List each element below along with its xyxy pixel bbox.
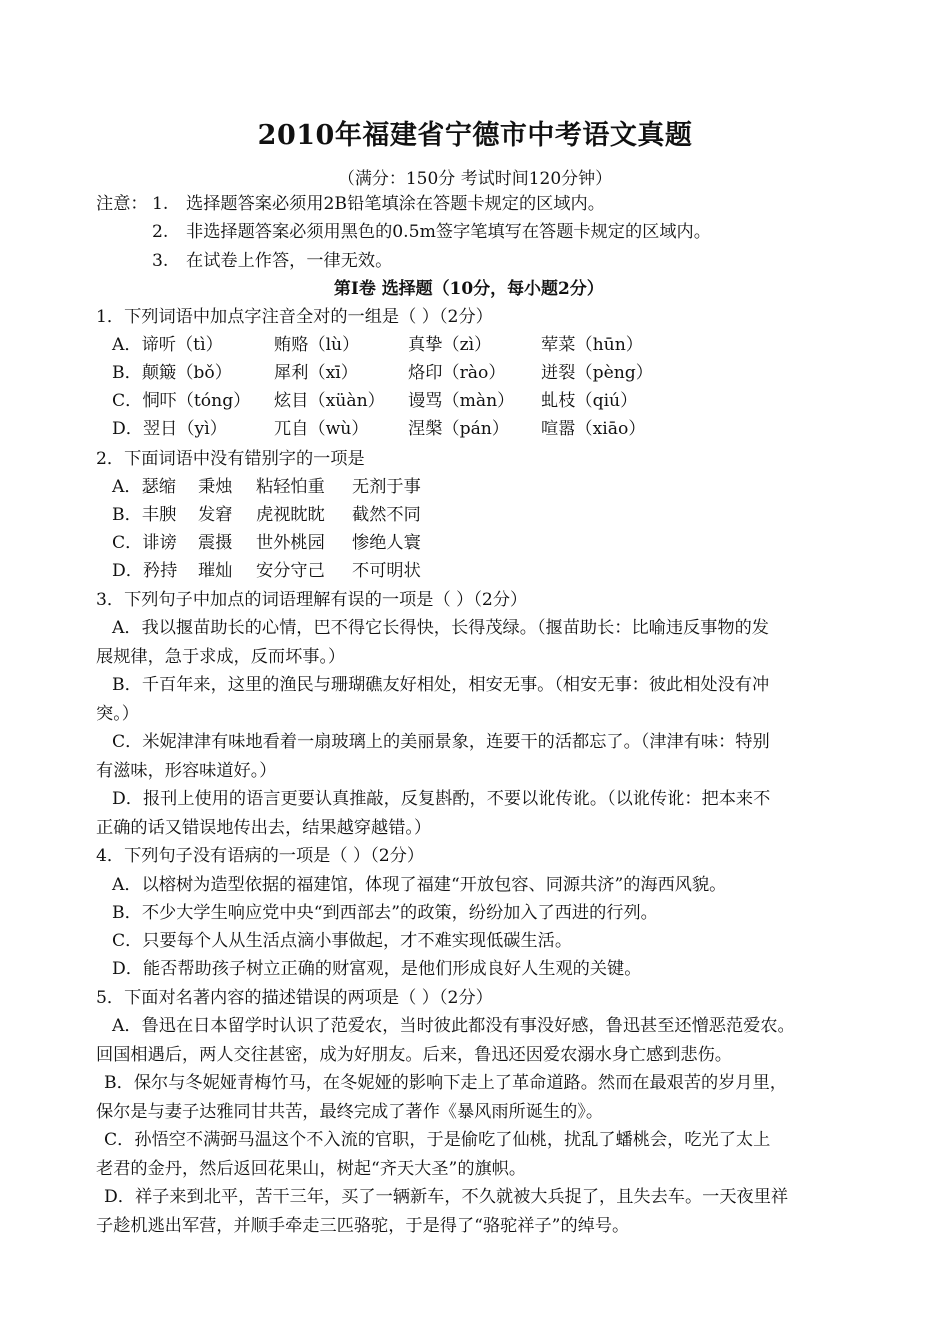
question-text-line: 保尔是与妻子达雅同甘共苦，最终完成了著作《暴风雨所诞生的》。 xyxy=(96,1102,604,1122)
question-text-line: D．能否帮助孩子树立正确的财富观，是他们形成良好人生观的关键。 xyxy=(112,959,642,979)
question-text-line: B．保尔与冬妮娅青梅竹马，在冬妮娅的影响下走上了革命道路。然而在最艰苦的岁月里， xyxy=(104,1073,787,1093)
option-cell: 谩骂（màn） xyxy=(408,391,515,411)
option-cell: D．矜持 xyxy=(112,561,178,581)
question-stem: 2．下面词语中没有错别字的一项是 xyxy=(96,449,365,469)
question-text-line: D．报刊上使用的语言更要认真推敲，反复斟酌，不要以讹传讹。（以讹传讹：把本来不 xyxy=(112,789,771,809)
option-cell: 贿赂（lù） xyxy=(274,335,360,355)
option-cell: 犀利（xī） xyxy=(274,363,358,383)
note-item: 1. 选择题答案必须用2B铅笔填涂在答题卡规定的区域内。 xyxy=(152,194,605,214)
option-cell: D．翌日（yì） xyxy=(112,419,227,439)
question-text-line: 正确的话又错误地传出去，结果越穿越错。） xyxy=(96,818,432,838)
option-cell: 喧嚣（xiāo） xyxy=(541,419,646,439)
question-stem: 1．下列词语中加点字注音全对的一组是（ ）（2分） xyxy=(96,307,493,327)
question-stem: 3．下列句子中加点的词语理解有误的一项是（ ）（2分） xyxy=(96,590,528,610)
exam-subtitle: （满分：150分 考试时间120分钟） xyxy=(337,169,613,189)
option-cell: C．诽谤 xyxy=(112,533,177,553)
question-text-line: 回国相遇后，两人交往甚密，成为好朋友。后来，鲁迅还因爱农溺水身亡感到悲伤。 xyxy=(96,1045,732,1065)
note-item: 3. 在试卷上作答，一律无效。 xyxy=(152,251,393,271)
option-cell: 粘轻怕重 xyxy=(256,477,325,497)
option-cell: 荤菜（hūn） xyxy=(541,335,643,355)
option-cell: 安分守己 xyxy=(256,561,325,581)
option-cell: 不可明状 xyxy=(352,561,421,581)
question-text-line: 展规律，急于求成，反而坏事。） xyxy=(96,647,346,667)
option-cell: A．谛听（tì） xyxy=(112,335,223,355)
option-cell: A．瑟缩 xyxy=(112,477,176,497)
question-stem: 4．下列句子没有语病的一项是（ ）（2分） xyxy=(96,846,425,866)
question-text-line: D．祥子来到北平，苦干三年，买了一辆新车，不久就被大兵捉了，且失去车。一天夜里祥 xyxy=(104,1187,789,1207)
question-text-line: A．鲁迅在日本留学时认识了范爱农，当时彼此都没有事没好感，鲁迅甚至还憎恶范爱农。 xyxy=(112,1016,795,1036)
question-text-line: B．不少大学生响应党中央“到西部去”的政策，纷纷加入了西进的行列。 xyxy=(112,903,658,923)
question-text-line: C．孙悟空不满弼马温这个不入流的官职，于是偷吃了仙桃，扰乱了蟠桃会，吃光了太上 xyxy=(104,1130,771,1150)
question-text-line: C．只要每个人从生活点滴小事做起，才不难实现低碳生活。 xyxy=(112,931,573,951)
option-cell: 烙印（rào） xyxy=(408,363,506,383)
option-cell: 世外桃园 xyxy=(256,533,325,553)
option-cell: 迸裂（pèng） xyxy=(541,363,653,383)
option-cell: 震摄 xyxy=(198,533,233,553)
option-cell: 秉烛 xyxy=(198,477,233,497)
option-cell: 无剂于事 xyxy=(352,477,421,497)
question-stem: 5．下面对名著内容的描述错误的两项是（ ）（2分） xyxy=(96,988,493,1008)
question-text-line: A．以榕树为造型依据的福建馆，体现了福建“开放包容、同源共济”的海西风貌。 xyxy=(112,875,727,895)
question-text-line: B．千百年来，这里的渔民与珊瑚礁友好相处，相安无事。（相安无事：彼此相处没有冲 xyxy=(112,675,770,695)
option-cell: 兀自（wù） xyxy=(274,419,369,439)
option-cell: 炫目（xüàn） xyxy=(274,391,385,411)
option-cell: 惨绝人寰 xyxy=(352,533,421,553)
question-text-line: 突。） xyxy=(96,704,139,724)
question-text-line: 子趁机逃出军营，并顺手牵走三匹骆驼，于是得了“骆驼祥子”的绰号。 xyxy=(96,1216,630,1236)
question-text-line: 老君的金丹，然后返回花果山，树起“齐天大圣”的旗帜。 xyxy=(96,1159,527,1179)
question-text-line: C．米妮津津有味地看着一扇玻璃上的美丽景象，连要干的活都忘了。（津津有味：特别 xyxy=(112,732,770,752)
option-cell: C．恫吓（tóng） xyxy=(112,391,251,411)
option-cell: 涅槃（pán） xyxy=(408,419,510,439)
option-cell: 虎视眈眈 xyxy=(256,505,325,525)
option-cell: 璀灿 xyxy=(198,561,233,581)
note-item: 2. 非选择题答案必须用黑色的0.5m签字笔填写在答题卡规定的区域内。 xyxy=(152,222,711,242)
notes-label: 注意： xyxy=(96,194,148,214)
section-heading: 第Ⅰ卷 选择题（10分，每小题2分） xyxy=(333,279,604,299)
page-title: 2010年福建省宁德市中考语文真题 xyxy=(257,120,693,151)
option-cell: 截然不同 xyxy=(352,505,421,525)
option-cell: 真挚（zì） xyxy=(408,335,492,355)
option-cell: 虬枝（qiú） xyxy=(541,391,638,411)
question-text-line: 有滋味，形容味道好。） xyxy=(96,761,277,781)
option-cell: B．颠簸（bǒ） xyxy=(112,363,232,383)
option-cell: 发窘 xyxy=(198,505,233,525)
option-cell: B．丰腴 xyxy=(112,505,177,525)
question-text-line: A．我以揠苗助长的心情，巴不得它长得快，长得茂绿。（揠苗助长：比喻违反事物的发 xyxy=(112,618,769,638)
